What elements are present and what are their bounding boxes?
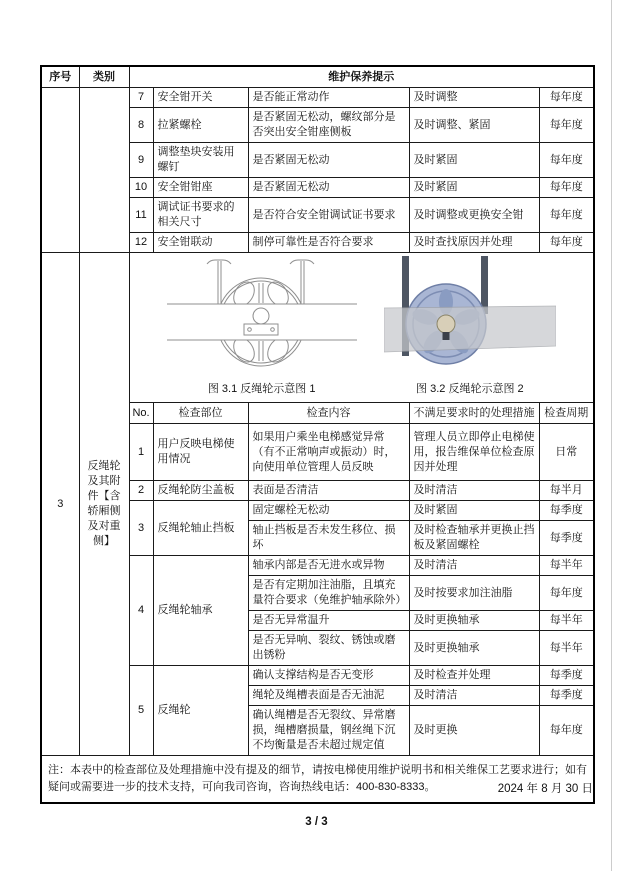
pulley-diagram-1-icon <box>167 256 357 376</box>
cell-content: 是否紧固无松动 <box>248 143 409 178</box>
cell-part: 用户反映电梯使用情况 <box>153 424 248 481</box>
cell-period: 每年度 <box>539 143 594 178</box>
cell-no: 1 <box>129 424 153 481</box>
cell-action: 及时更换轴承 <box>409 631 539 666</box>
figure-pulley-1 <box>167 256 357 397</box>
cell-part: 反绳轮轴承 <box>153 556 248 666</box>
cell-action: 及时清洁 <box>409 686 539 706</box>
cell-period: 每年度 <box>539 706 594 756</box>
cell-part: 安全钳钳座 <box>153 178 248 198</box>
cell-part: 安全钳开关 <box>153 88 248 108</box>
cell-part: 安全钳联动 <box>153 233 248 253</box>
inner-header-period: 检查周期 <box>539 403 594 424</box>
cell-action: 及时紧固 <box>409 501 539 521</box>
cell-no: 7 <box>129 88 153 108</box>
cell-part: 调试证书要求的相关尺寸 <box>153 198 248 233</box>
cell-no: 5 <box>129 666 153 756</box>
cell-no: 12 <box>129 233 153 253</box>
page-number: 3 / 3 <box>305 816 328 828</box>
table-row <box>41 88 594 108</box>
cell-action: 及时查找原因并处理 <box>409 233 539 253</box>
cell-content: 是否无异响、裂纹、锈蚀或磨出锈粉 <box>248 631 409 666</box>
cell-content: 固定螺栓无松动 <box>248 501 409 521</box>
cell-content: 是否紧固无松动，螺纹部分是否突出安全钳座侧板 <box>248 108 409 143</box>
cell-period: 每半年 <box>539 611 594 631</box>
cell-action: 管理人员立即停止电梯使用，报告维保单位检查原因并处理 <box>409 424 539 481</box>
cell-content: 轴止挡板是否未发生移位、损坏 <box>248 521 409 556</box>
figure-2-caption: 图 3.2 反绳轮示意图 2 <box>416 383 524 395</box>
cell-no: 10 <box>129 178 153 198</box>
cell-period: 每季度 <box>539 521 594 556</box>
cell-content: 表面是否清洁 <box>248 481 409 501</box>
cell-part: 调整垫块安装用螺钉 <box>153 143 248 178</box>
cell-part: 反绳轮防尘盖板 <box>153 481 248 501</box>
cell-action: 及时检查并处理 <box>409 666 539 686</box>
cell-period: 每半年 <box>539 556 594 576</box>
cell-action: 及时清洁 <box>409 481 539 501</box>
figure-1-caption: 图 3.1 反绳轮示意图 1 <box>207 383 316 395</box>
maintenance-table <box>40 65 595 804</box>
header-category: 类别 <box>79 66 129 88</box>
cell-period: 每年度 <box>539 88 594 108</box>
inner-header-part: 检查部位 <box>153 403 248 424</box>
document-date: 2024 年 8 月 30 日 <box>497 783 593 795</box>
cell-content: 是否无异常温升 <box>248 611 409 631</box>
inner-header-no: No. <box>129 403 153 424</box>
cell-action: 及时清洁 <box>409 556 539 576</box>
cell-content: 是否紧固无松动 <box>248 178 409 198</box>
pulley-diagram-2-icon <box>384 256 556 376</box>
cell-period: 每季度 <box>539 666 594 686</box>
cell-action: 及时调整、紧固 <box>409 108 539 143</box>
cell-part: 反绳轮 <box>153 666 248 756</box>
figures-cell <box>129 253 594 403</box>
cell-category-empty <box>79 88 129 253</box>
cell-no: 2 <box>129 481 153 501</box>
cell-content: 制停可靠性是否符合要求 <box>248 233 409 253</box>
cell-period: 每年度 <box>539 576 594 611</box>
inner-header-action: 不满足要求时的处理措施 <box>409 403 539 424</box>
cell-seq-empty <box>41 88 79 253</box>
section3-figures-row <box>41 253 594 403</box>
cell-period: 每年度 <box>539 178 594 198</box>
cell-seq-3: 3 <box>41 253 79 756</box>
cell-no: 9 <box>129 143 153 178</box>
cell-period: 每年度 <box>539 108 594 143</box>
table-header-row <box>41 66 594 88</box>
cell-no: 11 <box>129 198 153 233</box>
cell-no: 8 <box>129 108 153 143</box>
page-edge-line <box>611 0 612 871</box>
cell-action: 及时调整或更换安全钳 <box>409 198 539 233</box>
cell-content: 如果用户乘坐电梯感觉异常（有不正常响声或振动）时，向使用单位管理人员反映 <box>248 424 409 481</box>
cell-action: 及时按要求加注油脂 <box>409 576 539 611</box>
cell-action: 及时更换 <box>409 706 539 756</box>
cell-period: 日常 <box>539 424 594 481</box>
cell-action: 及时紧固 <box>409 143 539 178</box>
cell-action: 及时检查轴承并更换止挡板及紧固螺栓 <box>409 521 539 556</box>
header-seq: 序号 <box>41 66 79 88</box>
cell-part: 反绳轮轴止挡板 <box>153 501 248 556</box>
note-text: 注：本表中的检查部位及处理措施中没有提及的细节，请按电梯使用维护说明书和相关维保工艺要求进行；如有疑问或需要进一步的技术支持，可向我司咨询，咨询热线电话：400-830-8333。 <box>41 756 594 804</box>
cell-period: 每半年 <box>539 631 594 666</box>
cell-action: 及时紧固 <box>409 178 539 198</box>
figure-pulley-2 <box>384 256 556 397</box>
cell-part: 拉紧螺栓 <box>153 108 248 143</box>
cell-content: 是否能正常动作 <box>248 88 409 108</box>
header-maintenance: 维护保养提示 <box>129 66 594 88</box>
cell-category-3: 反绳轮及其附件【含轿厢侧及对重侧】 <box>79 253 129 756</box>
cell-content: 是否符合安全钳调试证书要求 <box>248 198 409 233</box>
cell-period: 每季度 <box>539 501 594 521</box>
cell-no: 4 <box>129 556 153 666</box>
cell-content: 是否有定期加注油脂，且填充量符合要求（免维护轴承除外） <box>248 576 409 611</box>
cell-period: 每季度 <box>539 686 594 706</box>
cell-content: 绳轮及绳槽表面是否无油泥 <box>248 686 409 706</box>
cell-content: 轴承内部是否无进水或异物 <box>248 556 409 576</box>
cell-action: 及时调整 <box>409 88 539 108</box>
cell-period: 每年度 <box>539 233 594 253</box>
cell-action: 及时更换轴承 <box>409 611 539 631</box>
cell-content: 确认支撑结构是否无变形 <box>248 666 409 686</box>
cell-no: 3 <box>129 501 153 556</box>
cell-content: 确认绳槽是否无裂纹、异常磨损，绳槽磨损量，钢丝绳下沉不均衡量是否未超过规定值 <box>248 706 409 756</box>
cell-period: 每半月 <box>539 481 594 501</box>
inner-header-content: 检查内容 <box>248 403 409 424</box>
cell-period: 每年度 <box>539 198 594 233</box>
